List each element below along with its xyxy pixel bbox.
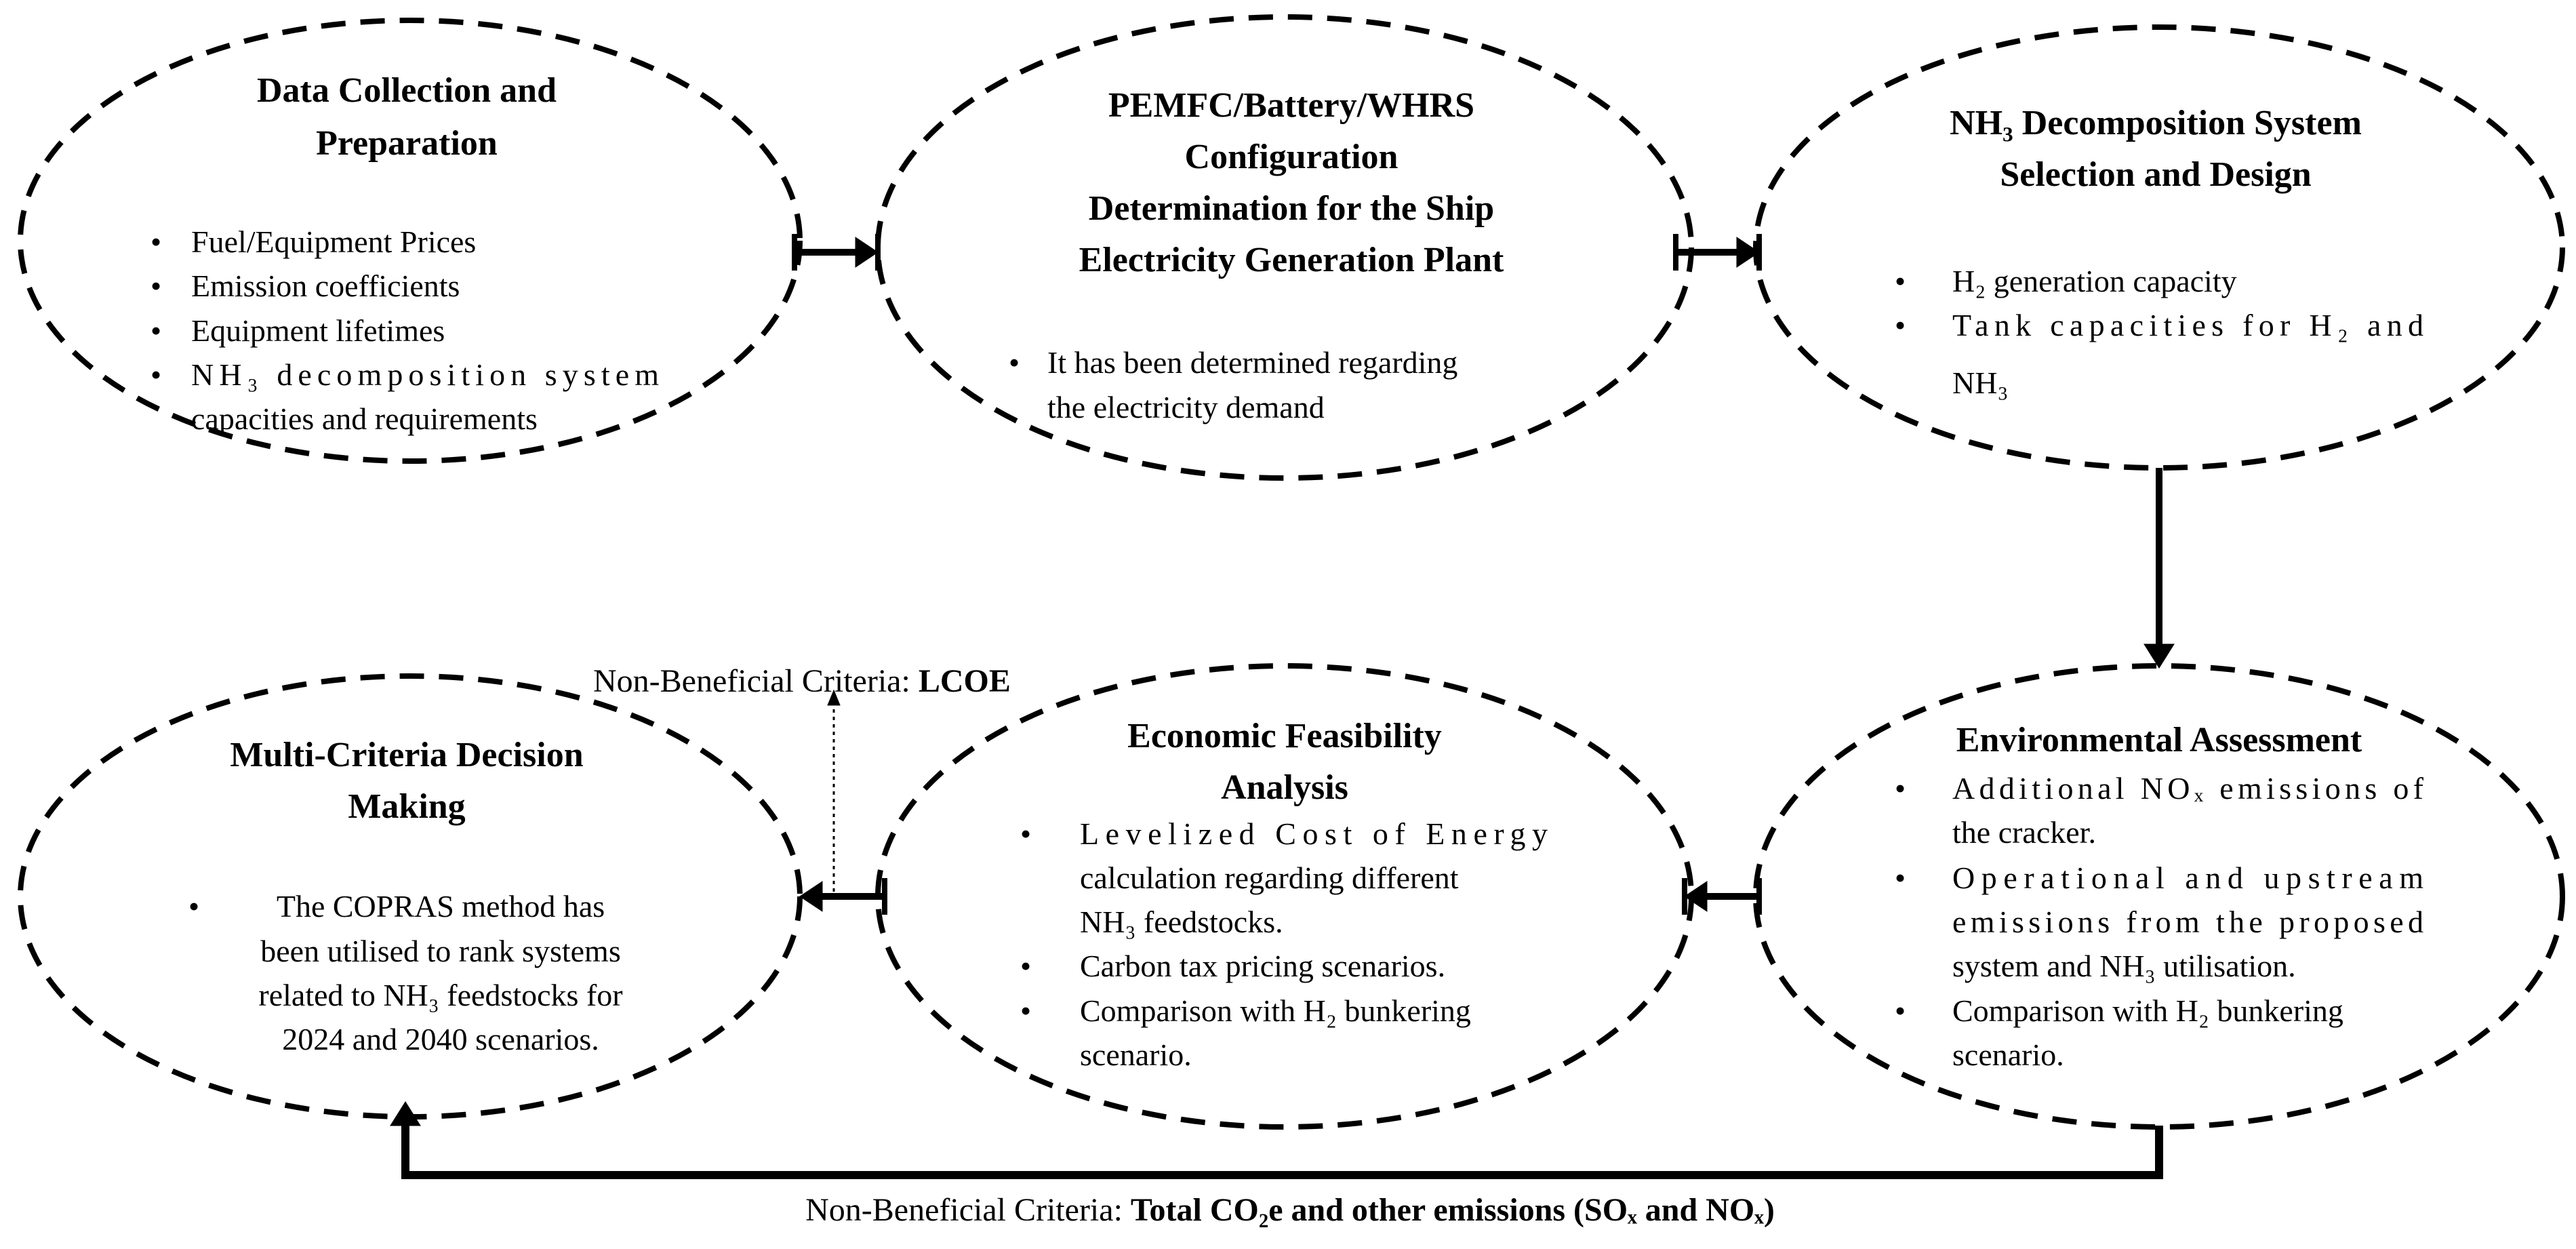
bullet-text: related to NH₃ feedstocks for xyxy=(258,978,623,1012)
emissions-criteria-prefix: Non-Beneficial Criteria: xyxy=(805,1192,1131,1228)
bullet-text: 2024 and 2040 scenarios. xyxy=(282,1022,599,1056)
bullet-text: the cracker. xyxy=(1952,815,2096,850)
bullet-icon: • xyxy=(150,357,162,392)
bullet-icon: • xyxy=(150,269,162,303)
mcdm-title-1: Multi-Criteria Decision xyxy=(230,736,584,774)
bullet-text: scenario. xyxy=(1952,1037,2064,1072)
pemfc-title-4: Electricity Generation Plant xyxy=(1079,241,1504,279)
data-collection-node xyxy=(150,71,659,436)
nh3-title-2: Selection and Design xyxy=(2000,155,2312,194)
bullet-icon: • xyxy=(1020,816,1032,851)
nh3-title-1: NH₃ Decomposition System xyxy=(1950,104,2362,142)
arrow-economic-to-mcdm xyxy=(800,878,885,915)
bullet-text: calculation regarding different xyxy=(1080,860,1459,895)
arrow-lcoe-dotted xyxy=(828,690,840,892)
mcdm-title-2: Making xyxy=(348,787,466,826)
bullet-text: emissions from the proposed xyxy=(1952,905,2423,939)
bullet-text: been utilised to rank systems xyxy=(260,934,621,968)
bullet-icon: • xyxy=(1895,771,1906,806)
pemfc-title-2: Configuration xyxy=(1184,138,1398,176)
bullet-icon: • xyxy=(1009,345,1020,380)
bullet-icon: • xyxy=(188,889,200,924)
pemfc-title-3: Determination for the Ship xyxy=(1088,189,1495,228)
arrow-data-to-pemfc xyxy=(794,234,878,271)
bullet-text: Emission coefficients xyxy=(191,269,460,303)
bullet-text: Comparison with H₂ bunkering xyxy=(1952,993,2343,1028)
bullet-text: scenario. xyxy=(1080,1037,1192,1072)
bullet-text: NH₃ feedstocks. xyxy=(1080,905,1283,939)
bullet-text: the electricity demand xyxy=(1047,390,1325,424)
bullet-icon: • xyxy=(1020,993,1032,1028)
bullet-icon: • xyxy=(150,313,162,348)
bullet-icon: • xyxy=(1895,993,1906,1028)
data-collection-title-1: Data Collection and xyxy=(257,71,557,110)
lcoe-criteria-prefix: Non-Beneficial Criteria: xyxy=(593,663,919,699)
economic-title-2: Analysis xyxy=(1221,768,1348,807)
bullet-text: The COPRAS method has xyxy=(276,889,605,924)
emissions-criteria-value: Total CO₂e and other emissions (SOₓ and NOₓ) xyxy=(1130,1192,1775,1228)
environmental-title: Environmental Assessment xyxy=(1956,721,2362,759)
bullet-icon: • xyxy=(1895,308,1906,342)
economic-feasibility-node xyxy=(1020,717,1548,1072)
nh3-decomposition-ellipse xyxy=(1756,27,2562,468)
bullet-icon: • xyxy=(1895,264,1906,298)
bullet-icon: • xyxy=(150,224,162,259)
bullet-icon: • xyxy=(1895,860,1906,895)
bullet-text: Additional NOₓ emissions of xyxy=(1952,771,2423,806)
data-collection-title-2: Preparation xyxy=(316,124,498,163)
nh3-decomposition-node xyxy=(1895,104,2423,400)
bullet-text: Tank capacities for H₂ and xyxy=(1952,308,2423,342)
arrow-environmental-to-mcdm-loop xyxy=(390,1102,2159,1175)
bullet-text: Carbon tax pricing scenarios. xyxy=(1080,949,1446,983)
bullet-text: Equipment lifetimes xyxy=(191,313,445,348)
pemfc-node xyxy=(1009,86,1504,424)
bullet-text: It has been determined regarding xyxy=(1047,345,1458,380)
bullet-text: capacities and requirements xyxy=(191,401,538,436)
mcdm-node xyxy=(188,736,623,1056)
bullet-text: NH₃ decomposition system xyxy=(191,357,659,392)
bullet-icon: • xyxy=(1020,949,1032,983)
bullet-text: NH₃ xyxy=(1952,365,2009,400)
bullet-text: system and NH₃ utilisation. xyxy=(1952,949,2296,983)
pemfc-title-1: PEMFC/Battery/WHRS xyxy=(1108,86,1475,125)
lcoe-criteria-value: LCOE xyxy=(918,663,1011,699)
bullet-text: Levelized Cost of Energy xyxy=(1080,816,1548,851)
bullet-text: Operational and upstream xyxy=(1952,860,2423,895)
environmental-assessment-node xyxy=(1895,721,2424,1072)
lcoe-criteria-label xyxy=(593,663,1011,699)
bullet-text: Fuel/Equipment Prices xyxy=(191,224,477,259)
emissions-criteria-label xyxy=(805,1192,1775,1228)
bullet-text: Comparison with H₂ bunkering xyxy=(1080,993,1471,1028)
economic-title-1: Economic Feasibility xyxy=(1127,717,1442,755)
arrow-nh3-to-environmental xyxy=(2144,468,2174,668)
bullet-text: H₂ generation capacity xyxy=(1952,264,2237,298)
arrow-environmental-to-economic xyxy=(1685,878,1759,915)
